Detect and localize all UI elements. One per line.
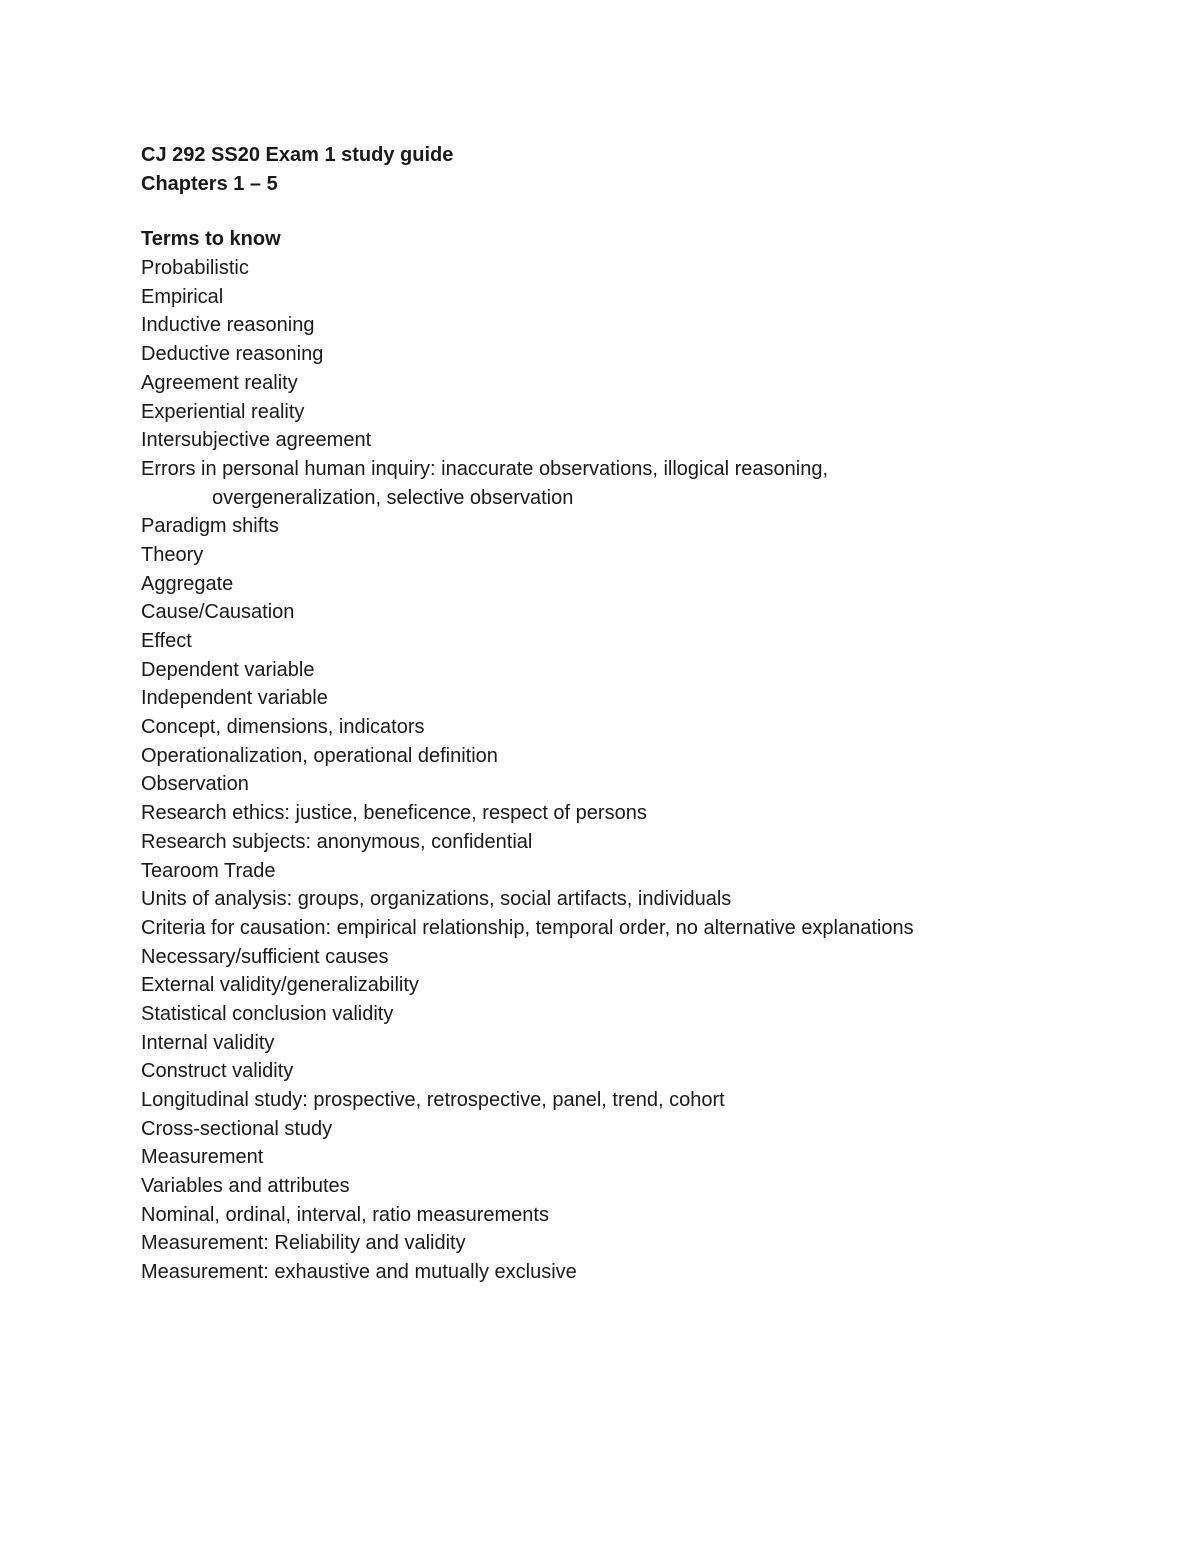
term-item: Longitudinal study: prospective, retrospective, panel, trend, cohort bbox=[141, 1089, 725, 1111]
term-item: Measurement bbox=[141, 1146, 264, 1169]
term-item-continuation: overgeneralization, selective observation bbox=[212, 486, 574, 509]
document-subtitle: Chapters 1 – 5 bbox=[141, 172, 278, 195]
term-item: Cause/Causation bbox=[141, 601, 295, 624]
document-body bbox=[141, 141, 1041, 1287]
term-item: Tearoom Trade bbox=[141, 859, 276, 882]
term-item: Probabilistic bbox=[141, 257, 249, 280]
term-item: Operationalization, operational definition bbox=[141, 744, 498, 767]
term-item: Concept, dimensions, indicators bbox=[141, 716, 425, 739]
term-item: Criteria for causation: empirical relationship, temporal order, no alternative explanations bbox=[141, 916, 914, 939]
term-item: Dependent variable bbox=[141, 658, 315, 681]
term-item: Research ethics: justice, beneficence, respect of persons bbox=[141, 802, 647, 825]
term-item: Measurement: exhaustive and mutually exclusive bbox=[141, 1261, 577, 1284]
term-item: External validity/generalizability bbox=[141, 974, 419, 997]
term-item: Aggregate bbox=[141, 572, 234, 595]
document-title: CJ 292 SS20 Exam 1 study guide bbox=[141, 144, 454, 166]
term-item: Paradigm shifts bbox=[141, 515, 279, 538]
term-item: Construct validity bbox=[141, 1060, 294, 1083]
section-heading: Terms to know bbox=[141, 228, 281, 251]
terms-list bbox=[141, 254, 1041, 1287]
term-item: Necessary/sufficient causes bbox=[141, 945, 389, 968]
term-item: Internal validity bbox=[141, 1031, 275, 1054]
term-item: Theory bbox=[141, 543, 204, 566]
blank-line bbox=[141, 198, 1041, 225]
term-item: Deductive reasoning bbox=[141, 343, 324, 366]
term-item: Errors in personal human inquiry: inaccurate observations, illogical reasoning, bbox=[141, 457, 829, 480]
term-item: Nominal, ordinal, interval, ratio measurements bbox=[141, 1203, 549, 1226]
term-item: Cross-sectional study bbox=[141, 1117, 333, 1140]
term-item: Statistical conclusion validity bbox=[141, 1002, 394, 1025]
term-item: Measurement: Reliability and validity bbox=[141, 1232, 466, 1255]
term-item: Research subjects: anonymous, confidential bbox=[141, 830, 533, 853]
term-item: Effect bbox=[141, 630, 192, 652]
term-item: Intersubjective agreement bbox=[141, 429, 372, 452]
term-item: Inductive reasoning bbox=[141, 314, 315, 337]
term-item: Independent variable bbox=[141, 687, 328, 710]
term-item: Observation bbox=[141, 773, 249, 796]
term-item: Units of analysis: groups, organizations, social artifacts, individuals bbox=[141, 888, 732, 911]
term-item: Agreement reality bbox=[141, 371, 298, 394]
term-item: Variables and attributes bbox=[141, 1175, 350, 1198]
term-item: Experiential reality bbox=[141, 400, 305, 423]
term-item: Empirical bbox=[141, 285, 224, 308]
